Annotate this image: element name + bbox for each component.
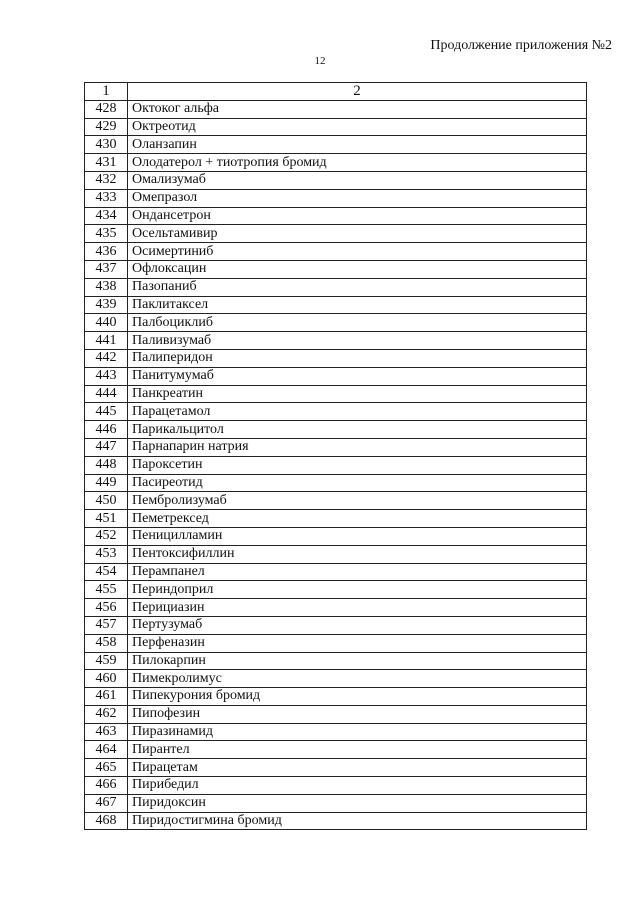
drug-name: Периндоприл xyxy=(128,581,587,599)
drug-name: Осимертиниб xyxy=(128,243,587,261)
table-row xyxy=(85,225,587,243)
row-number: 444 xyxy=(85,385,128,403)
table-row xyxy=(85,456,587,474)
drug-name: Пиридоксин xyxy=(128,794,587,812)
table-row xyxy=(85,367,587,385)
row-number: 463 xyxy=(85,723,128,741)
row-number: 456 xyxy=(85,599,128,617)
table-row xyxy=(85,189,587,207)
drug-name: Ондансетрон xyxy=(128,207,587,225)
row-number: 442 xyxy=(85,349,128,367)
table-row xyxy=(85,385,587,403)
drug-name: Перфеназин xyxy=(128,634,587,652)
drug-name: Пиридостигмина бромид xyxy=(128,812,587,830)
row-number: 458 xyxy=(85,634,128,652)
row-number: 450 xyxy=(85,492,128,510)
row-number: 462 xyxy=(85,705,128,723)
row-number: 440 xyxy=(85,314,128,332)
drug-name: Парнапарин натрия xyxy=(128,438,587,456)
row-number: 428 xyxy=(85,100,128,118)
drug-name: Парикальцитол xyxy=(128,421,587,439)
drug-name: Перампанел xyxy=(128,563,587,581)
drug-name: Олодатерол + тиотропия бромид xyxy=(128,154,587,172)
row-number: 441 xyxy=(85,332,128,350)
column-header-number: 1 xyxy=(85,83,128,101)
drug-name: Пасиреотид xyxy=(128,474,587,492)
drug-name: Пимекролимус xyxy=(128,670,587,688)
row-number: 448 xyxy=(85,456,128,474)
table-row xyxy=(85,634,587,652)
row-number: 439 xyxy=(85,296,128,314)
table-row xyxy=(85,296,587,314)
table-row xyxy=(85,510,587,528)
drug-name: Пазопаниб xyxy=(128,278,587,296)
table-row xyxy=(85,421,587,439)
table-row xyxy=(85,100,587,118)
table-row xyxy=(85,207,587,225)
row-number: 434 xyxy=(85,207,128,225)
table-row xyxy=(85,136,587,154)
table-header-row xyxy=(85,83,587,101)
table-row xyxy=(85,670,587,688)
row-number: 437 xyxy=(85,260,128,278)
drug-name: Пиразинамид xyxy=(128,723,587,741)
drug-name: Пентоксифиллин xyxy=(128,545,587,563)
table-row xyxy=(85,581,587,599)
table-row xyxy=(85,599,587,617)
drug-name: Октоког альфа xyxy=(128,100,587,118)
drug-name: Паклитаксел xyxy=(128,296,587,314)
table-row xyxy=(85,652,587,670)
row-number: 435 xyxy=(85,225,128,243)
drug-name: Палиперидон xyxy=(128,349,587,367)
table-row xyxy=(85,314,587,332)
row-number: 464 xyxy=(85,741,128,759)
drug-name: Паливизумаб xyxy=(128,332,587,350)
table-row xyxy=(85,260,587,278)
drug-name: Пароксетин xyxy=(128,456,587,474)
drug-name: Офлоксацин xyxy=(128,260,587,278)
row-number: 459 xyxy=(85,652,128,670)
row-number: 453 xyxy=(85,545,128,563)
table-row xyxy=(85,438,587,456)
row-number: 467 xyxy=(85,794,128,812)
table-row xyxy=(85,403,587,421)
drug-name: Панкреатин xyxy=(128,385,587,403)
drug-name: Пипекурония бромид xyxy=(128,688,587,706)
row-number: 436 xyxy=(85,243,128,261)
row-number: 438 xyxy=(85,278,128,296)
row-number: 433 xyxy=(85,189,128,207)
row-number: 461 xyxy=(85,688,128,706)
table-row xyxy=(85,688,587,706)
drug-name: Пеметрексед xyxy=(128,510,587,528)
row-number: 449 xyxy=(85,474,128,492)
table-row xyxy=(85,171,587,189)
table-row xyxy=(85,723,587,741)
row-number: 457 xyxy=(85,616,128,634)
row-number: 455 xyxy=(85,581,128,599)
row-number: 429 xyxy=(85,118,128,136)
table-row xyxy=(85,278,587,296)
drug-name: Пеницилламин xyxy=(128,527,587,545)
drug-name: Осельтамивир xyxy=(128,225,587,243)
table-row xyxy=(85,545,587,563)
row-number: 445 xyxy=(85,403,128,421)
table-row xyxy=(85,492,587,510)
table-row xyxy=(85,474,587,492)
drug-name: Парацетамол xyxy=(128,403,587,421)
drug-name: Пилокарпин xyxy=(128,652,587,670)
drug-name: Панитумумаб xyxy=(128,367,587,385)
appendix-label: Продолжение приложения №2 xyxy=(430,38,612,53)
table-row xyxy=(85,154,587,172)
table-row xyxy=(85,794,587,812)
row-number: 451 xyxy=(85,510,128,528)
drug-name: Пипофезин xyxy=(128,705,587,723)
drug-name: Оланзапин xyxy=(128,136,587,154)
row-number: 454 xyxy=(85,563,128,581)
row-number: 466 xyxy=(85,777,128,795)
drug-table xyxy=(84,82,587,830)
table-row xyxy=(85,332,587,350)
table-row xyxy=(85,118,587,136)
column-header-name: 2 xyxy=(128,83,587,101)
table-row xyxy=(85,741,587,759)
table-row xyxy=(85,243,587,261)
drug-name: Октреотид xyxy=(128,118,587,136)
table-row xyxy=(85,705,587,723)
page-number: 12 xyxy=(314,55,326,67)
row-number: 460 xyxy=(85,670,128,688)
row-number: 446 xyxy=(85,421,128,439)
table-row xyxy=(85,812,587,830)
table-body xyxy=(85,100,587,830)
row-number: 465 xyxy=(85,759,128,777)
table-row xyxy=(85,759,587,777)
drug-name: Омепразол xyxy=(128,189,587,207)
drug-name: Пирибедил xyxy=(128,777,587,795)
drug-name: Пембролизумаб xyxy=(128,492,587,510)
table-row xyxy=(85,777,587,795)
drug-name: Пирантел xyxy=(128,741,587,759)
row-number: 443 xyxy=(85,367,128,385)
drug-name: Омализумаб xyxy=(128,171,587,189)
row-number: 447 xyxy=(85,438,128,456)
row-number: 431 xyxy=(85,154,128,172)
row-number: 452 xyxy=(85,527,128,545)
table-row xyxy=(85,563,587,581)
table-row xyxy=(85,527,587,545)
table-row xyxy=(85,616,587,634)
drug-name: Пертузумаб xyxy=(128,616,587,634)
drug-name: Перициазин xyxy=(128,599,587,617)
row-number: 432 xyxy=(85,171,128,189)
row-number: 430 xyxy=(85,136,128,154)
table-row xyxy=(85,349,587,367)
drug-name: Пирацетам xyxy=(128,759,587,777)
row-number: 468 xyxy=(85,812,128,830)
drug-name: Палбоциклиб xyxy=(128,314,587,332)
